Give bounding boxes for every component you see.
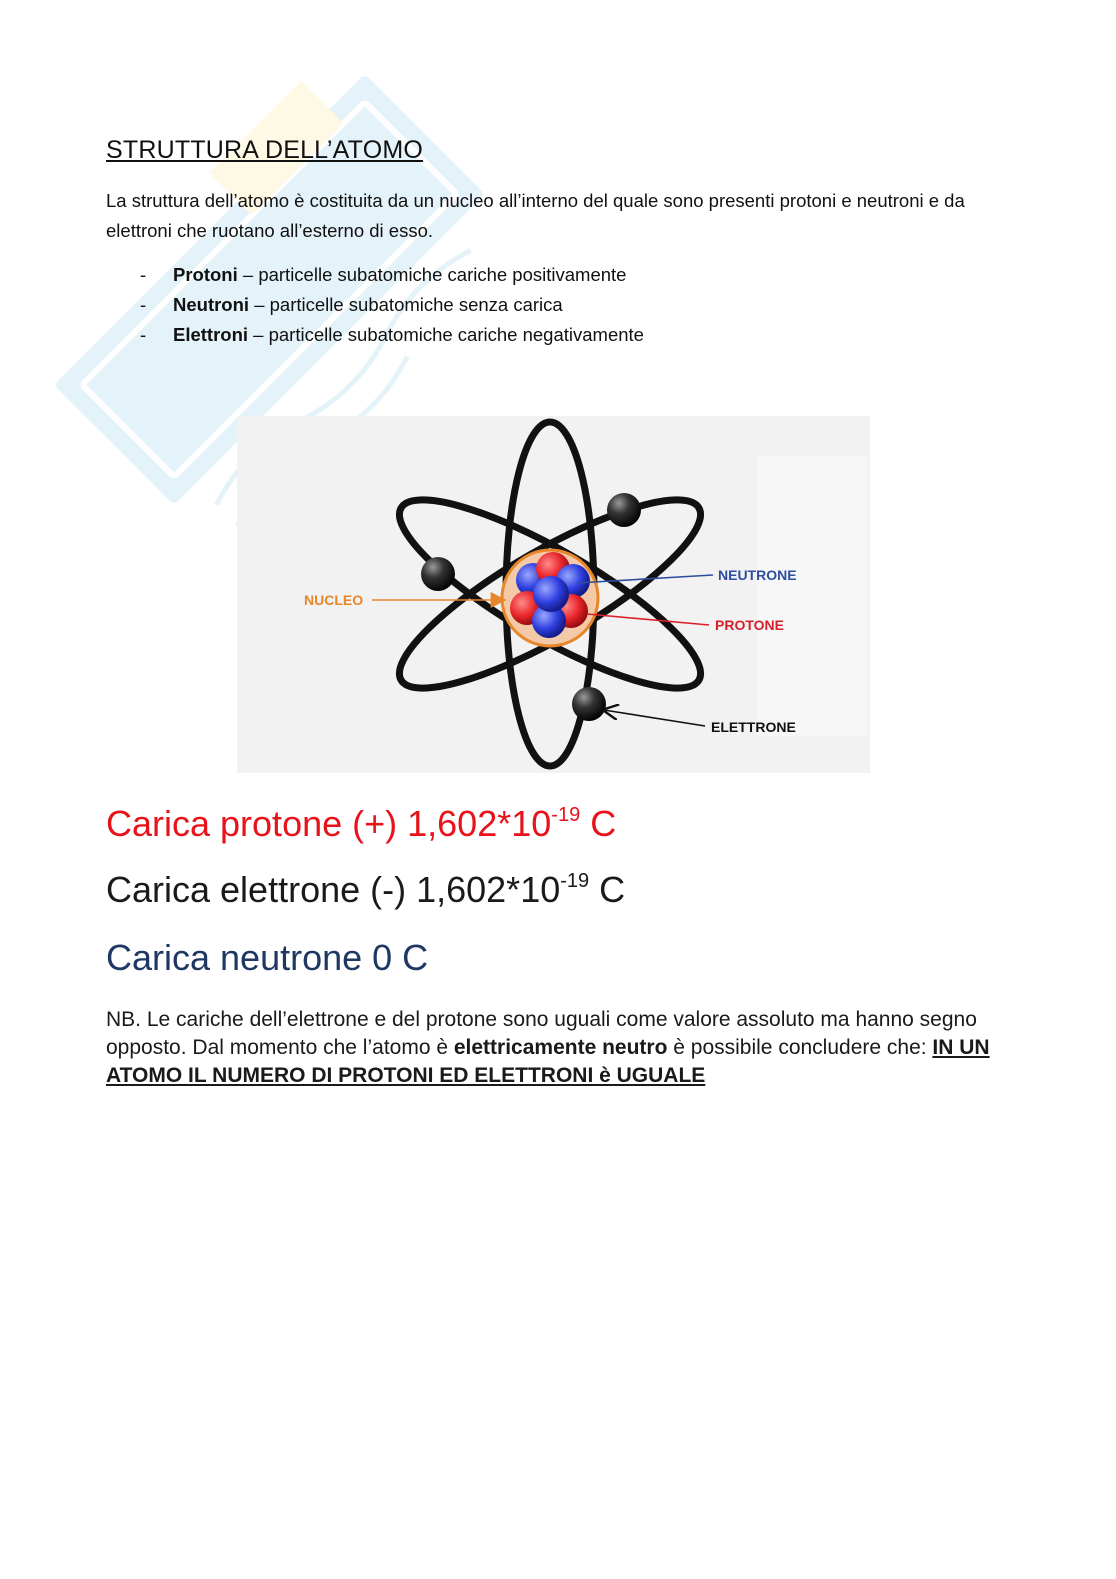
label-nucleo: NUCLEO [304, 592, 364, 608]
list-term: Neutroni [173, 294, 250, 315]
list-desc: – particelle subatomiche senza carica [249, 294, 563, 315]
electron-charge-text: Carica elettrone (-) 1,602*10 [106, 869, 561, 910]
list-dash: - [140, 324, 147, 345]
proton-charge-text: Carica protone (+) 1,602*10 [106, 803, 552, 844]
electron [607, 493, 641, 527]
list-item [106, 260, 644, 290]
particle-list [106, 260, 644, 350]
nb-text: è possibile concludere che: [667, 1036, 933, 1059]
electron-charge-exponent: -19 [560, 870, 590, 892]
list-term: Protoni [173, 264, 238, 285]
nb-paragraph [106, 1006, 996, 1090]
electron [421, 557, 455, 591]
list-dash: - [140, 264, 147, 285]
label-neutrone: NEUTRONE [718, 567, 797, 583]
electron [572, 687, 606, 721]
list-item [106, 320, 644, 350]
electron-charge [106, 868, 625, 912]
proton-charge-exponent: -19 [551, 804, 581, 826]
proton-charge-unit: C [580, 803, 617, 844]
label-elettrone: ELETTRONE [711, 719, 796, 735]
label-protone: PROTONE [715, 617, 784, 633]
list-item [106, 290, 644, 320]
page-title: STRUTTURA DELL’ATOMO [106, 136, 424, 164]
list-desc: – particelle subatomiche cariche positivamente [237, 264, 627, 285]
list-dash: - [140, 294, 147, 315]
electron-charge-unit: C [589, 869, 626, 910]
neutron-charge: Carica neutrone 0 C [106, 937, 429, 978]
nb-conclusion: IN UN ATOMO IL NUMERO DI PROTONI ED ELETTRONI è UGUALE [106, 1036, 990, 1087]
atom-diagram [237, 416, 870, 773]
list-desc: – particelle subatomiche cariche negativamente [248, 324, 644, 345]
nucleus [502, 550, 598, 646]
nb-text: NB. Le cariche dell’elettrone e del protone sono uguali come valore assoluto ma hanno segno opposto. Dal momento che l’atomo è [106, 1008, 977, 1059]
intro-paragraph: La struttura dell’atomo è costituita da un nucleo all’interno del quale sono presenti protoni e neutroni e da elettroni che ruotano all’esterno di esso. [106, 190, 965, 241]
proton-charge [106, 802, 616, 846]
nb-bold: elettricamente neutro [453, 1036, 668, 1059]
list-term: Elettroni [173, 324, 249, 345]
